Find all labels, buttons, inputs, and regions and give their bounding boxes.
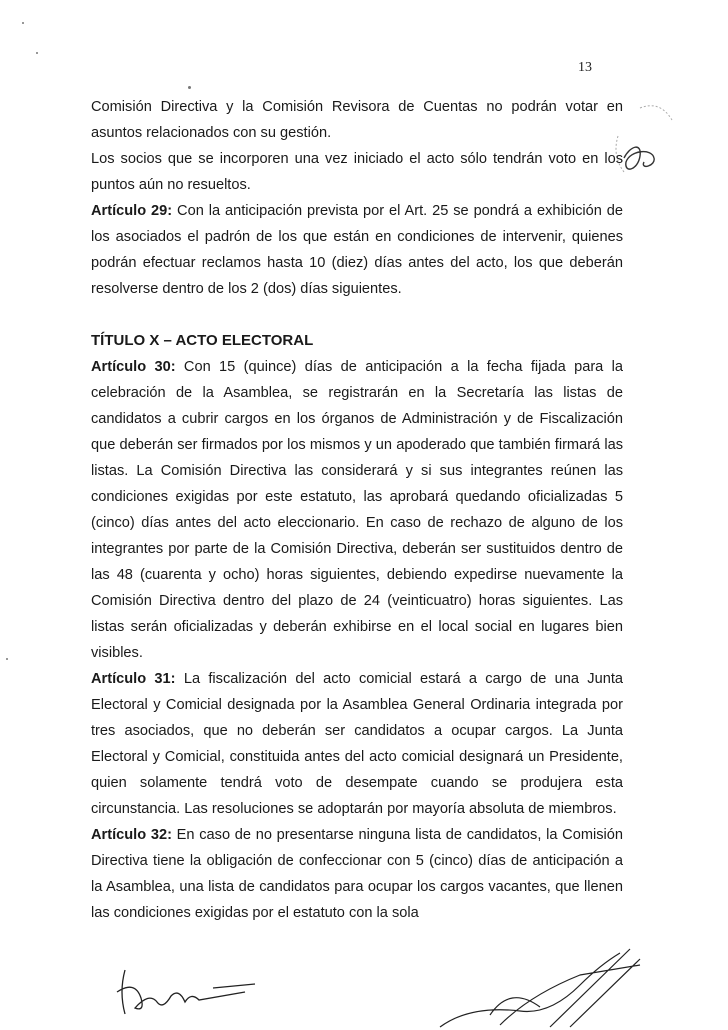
document-body bbox=[91, 94, 623, 926]
article-label: Artículo 31: bbox=[91, 671, 176, 687]
article-31 bbox=[91, 666, 623, 822]
scan-speck bbox=[6, 658, 8, 660]
scan-speck bbox=[188, 86, 191, 89]
scan-speck bbox=[36, 52, 38, 54]
article-label: Artículo 29: bbox=[91, 203, 173, 219]
signature-right bbox=[430, 945, 650, 1030]
article-text: La fiscalización del acto comicial estará a cargo de una Junta Electoral y Comicial designada por la Asamblea General Ordinaria integrada por tres asociados, que no deberán ser candidatos a ocupar cargos. La Junta Electoral y Comicial, constituida antes del acto comicial designará un Presidente, quien solamente tendrá voto de desempate cuando se produjera esta circunstancia. Las resoluciones se adoptarán por mayoría absoluta de miembros. bbox=[91, 671, 623, 817]
article-text: Con 15 (quince) días de anticipación a la fecha fijada para la celebración de la Asamblea, se registrarán en la Secretaría las listas de candidatos a cubrir cargos en los órganos de Administración y de Fiscalización que deberán ser firmados por los mismos y un apoderado que también firmará las listas. La Comisión Directiva las considerará y si sus integrantes reúnen las condiciones exigidas por este estatuto, las aprobará quedando oficializadas 5 (cinco) días antes del acto eleccionario. En caso de rechazo de alguno de los integrantes por parte de la Comisión Directiva, deberán ser sustituidos dentro de las 48 (cuarenta y ocho) horas siguientes, debiendo expedirse nuevamente la Comisión Directiva dentro del plazo de 24 (veinticuatro) horas siguientes. Las listas serán oficializadas y deberán exhibirse en el local social en lugares bien visibles. bbox=[91, 359, 624, 661]
article-label: Artículo 32: bbox=[91, 827, 172, 843]
article-32 bbox=[91, 822, 623, 926]
scan-speck bbox=[22, 22, 24, 24]
paragraph: Comisión Directiva y la Comisión Revisora de Cuentas no podrán votar en asuntos relacionados con su gestión. bbox=[91, 99, 623, 141]
article-text: Con la anticipación prevista por el Art. 25 se pondrá a exhibición de los asociados el padrón de los que están en condiciones de intervenir, quienes podrán efectuar reclamos hasta 10 (diez) días antes del acto, los que deberán resolverse dentro de los 2 (dos) días siguientes. bbox=[91, 203, 623, 297]
article-text: En caso de no presentarse ninguna lista de candidatos, la Comisión Directiva tiene la obligación de confeccionar con 5 (cinco) días de anticipación a la Asamblea, una lista de candidatos para ocupar los cargos vacantes, que llenen las condiciones exigidas por el estatuto con la sola bbox=[91, 827, 624, 921]
article-30 bbox=[91, 354, 623, 666]
signature-left bbox=[95, 962, 265, 1022]
section-title: TÍTULO X – ACTO ELECTORAL bbox=[91, 332, 314, 349]
paragraph: Los socios que se incorporen una vez iniciado el acto sólo tendrán voto en los puntos aún no resueltos. bbox=[91, 151, 623, 193]
page-number: 13 bbox=[578, 60, 592, 75]
article-29 bbox=[91, 198, 623, 302]
article-label: Artículo 30: bbox=[91, 359, 176, 375]
